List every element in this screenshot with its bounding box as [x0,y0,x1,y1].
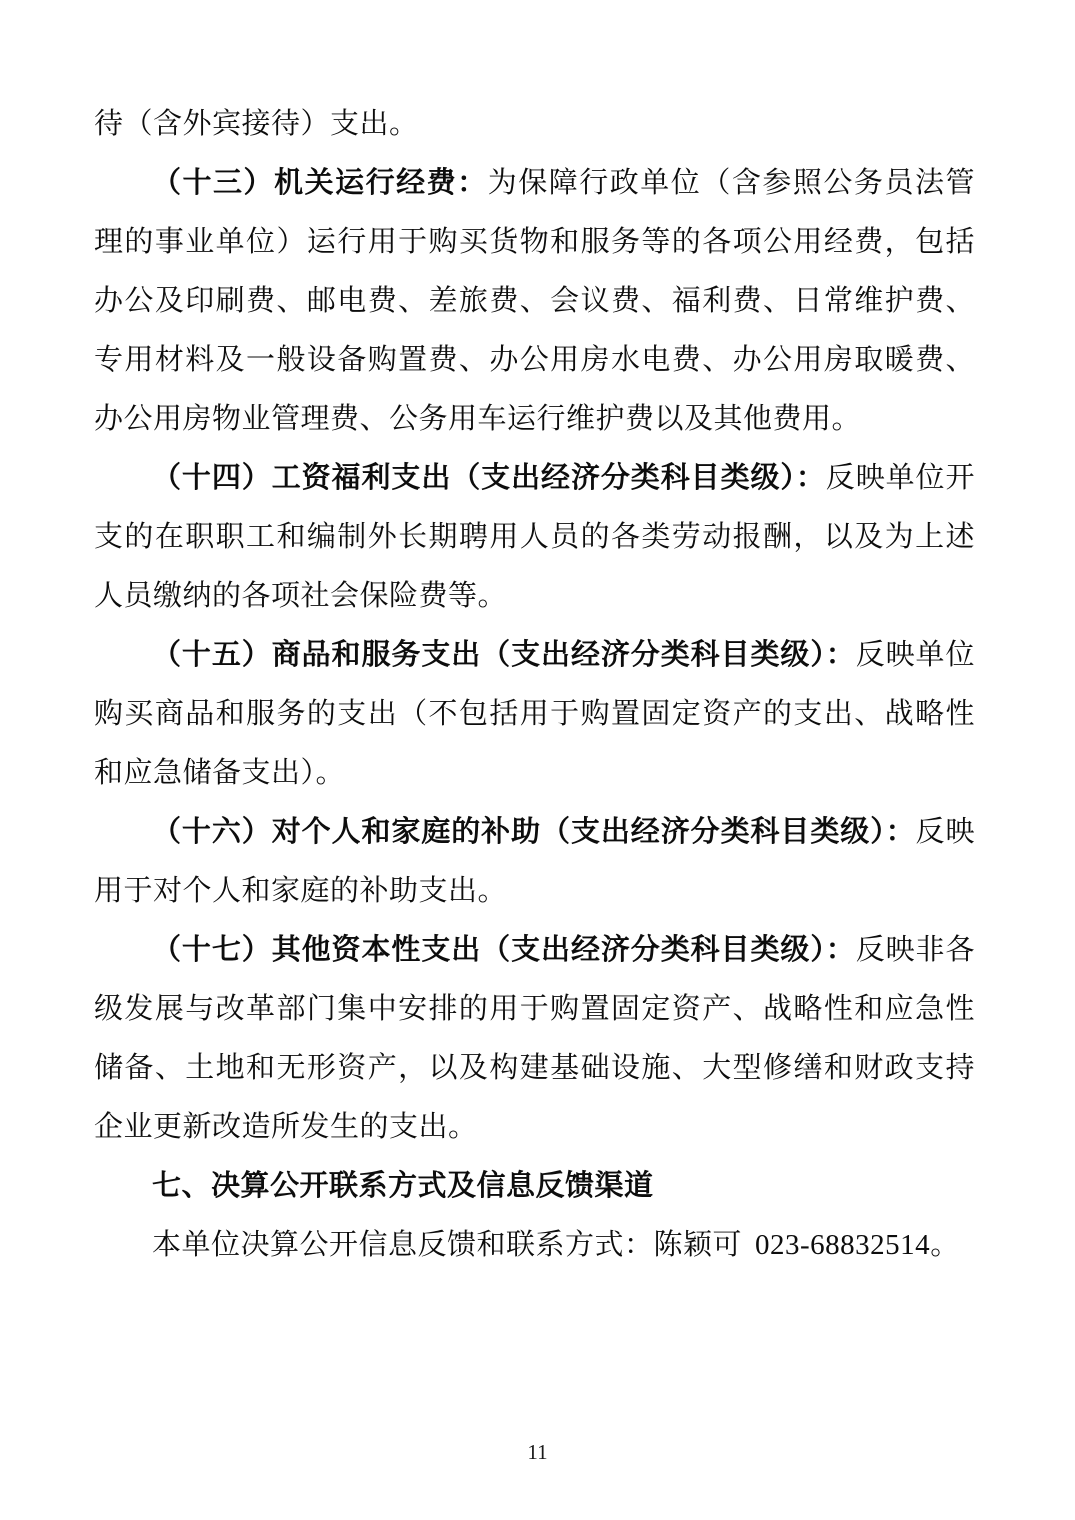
paragraph-contact [94,1216,975,1275]
contact-period: 。 [930,1229,960,1261]
section-heading: 七、决算公开联系方式及信息反馈渠道 [152,1170,654,1202]
item-16-text: 反映用于对个人和家庭的补助支出。 [94,816,975,907]
paragraph-item-14 [94,449,975,626]
item-14-lead: （十四）工资福利支出（支出经济分类科目类级）： [152,462,826,494]
item-17-text: 反映非各级发展与改革部门集中安排的用于购置固定资产、战略性和应急性储备、土地和无形资产，以及构建基础设施、大型修缮和财政支持企业更新改造所发生的支出。 [94,934,975,1143]
item-15-lead: （十五）商品和服务支出（支出经济分类科目类级）： [152,639,856,671]
paragraph-item-16 [94,803,975,921]
page-number: 11 [527,1440,548,1464]
paragraph-item-13 [94,154,975,449]
item-17-lead: （十七）其他资本性支出（支出经济分类科目类级）： [152,934,856,966]
item-15-text: 反映单位购买商品和服务的支出（不包括用于购置固定资产的支出、战略性和应急储备支出）。 [94,639,975,789]
paragraph-item-15 [94,626,975,803]
contact-phone: 023-68832514 [755,1229,931,1261]
paragraph-continuation: 待（含外宾接待）支出。 [94,108,419,140]
item-13-lead: （十三）机关运行经费： [152,167,488,199]
contact-label: 本单位决算公开信息反馈和联系方式：陈颖可 [152,1229,743,1261]
item-13-text: 为保障行政单位（含参照公务员法管理的事业单位）运行用于购买货物和服务等的各项公用经费，包括办公及印刷费、邮电费、差旅费、会议费、福利费、日常维护费、专用材料及一般设备购置费、办公用房水电费、办公用房取暖费、办公用房物业管理费、公务用车运行维护费以及其他费用。 [94,167,975,435]
item-16-lead: （十六）对个人和家庭的补助（支出经济分类科目类级）： [152,816,916,848]
page-content [94,95,975,1275]
paragraph-item-17 [94,921,975,1157]
item-14-text: 反映单位开支的在职职工和编制外长期聘用人员的各类劳动报酬，以及为上述人员缴纳的各项社会保险费等。 [94,462,975,612]
